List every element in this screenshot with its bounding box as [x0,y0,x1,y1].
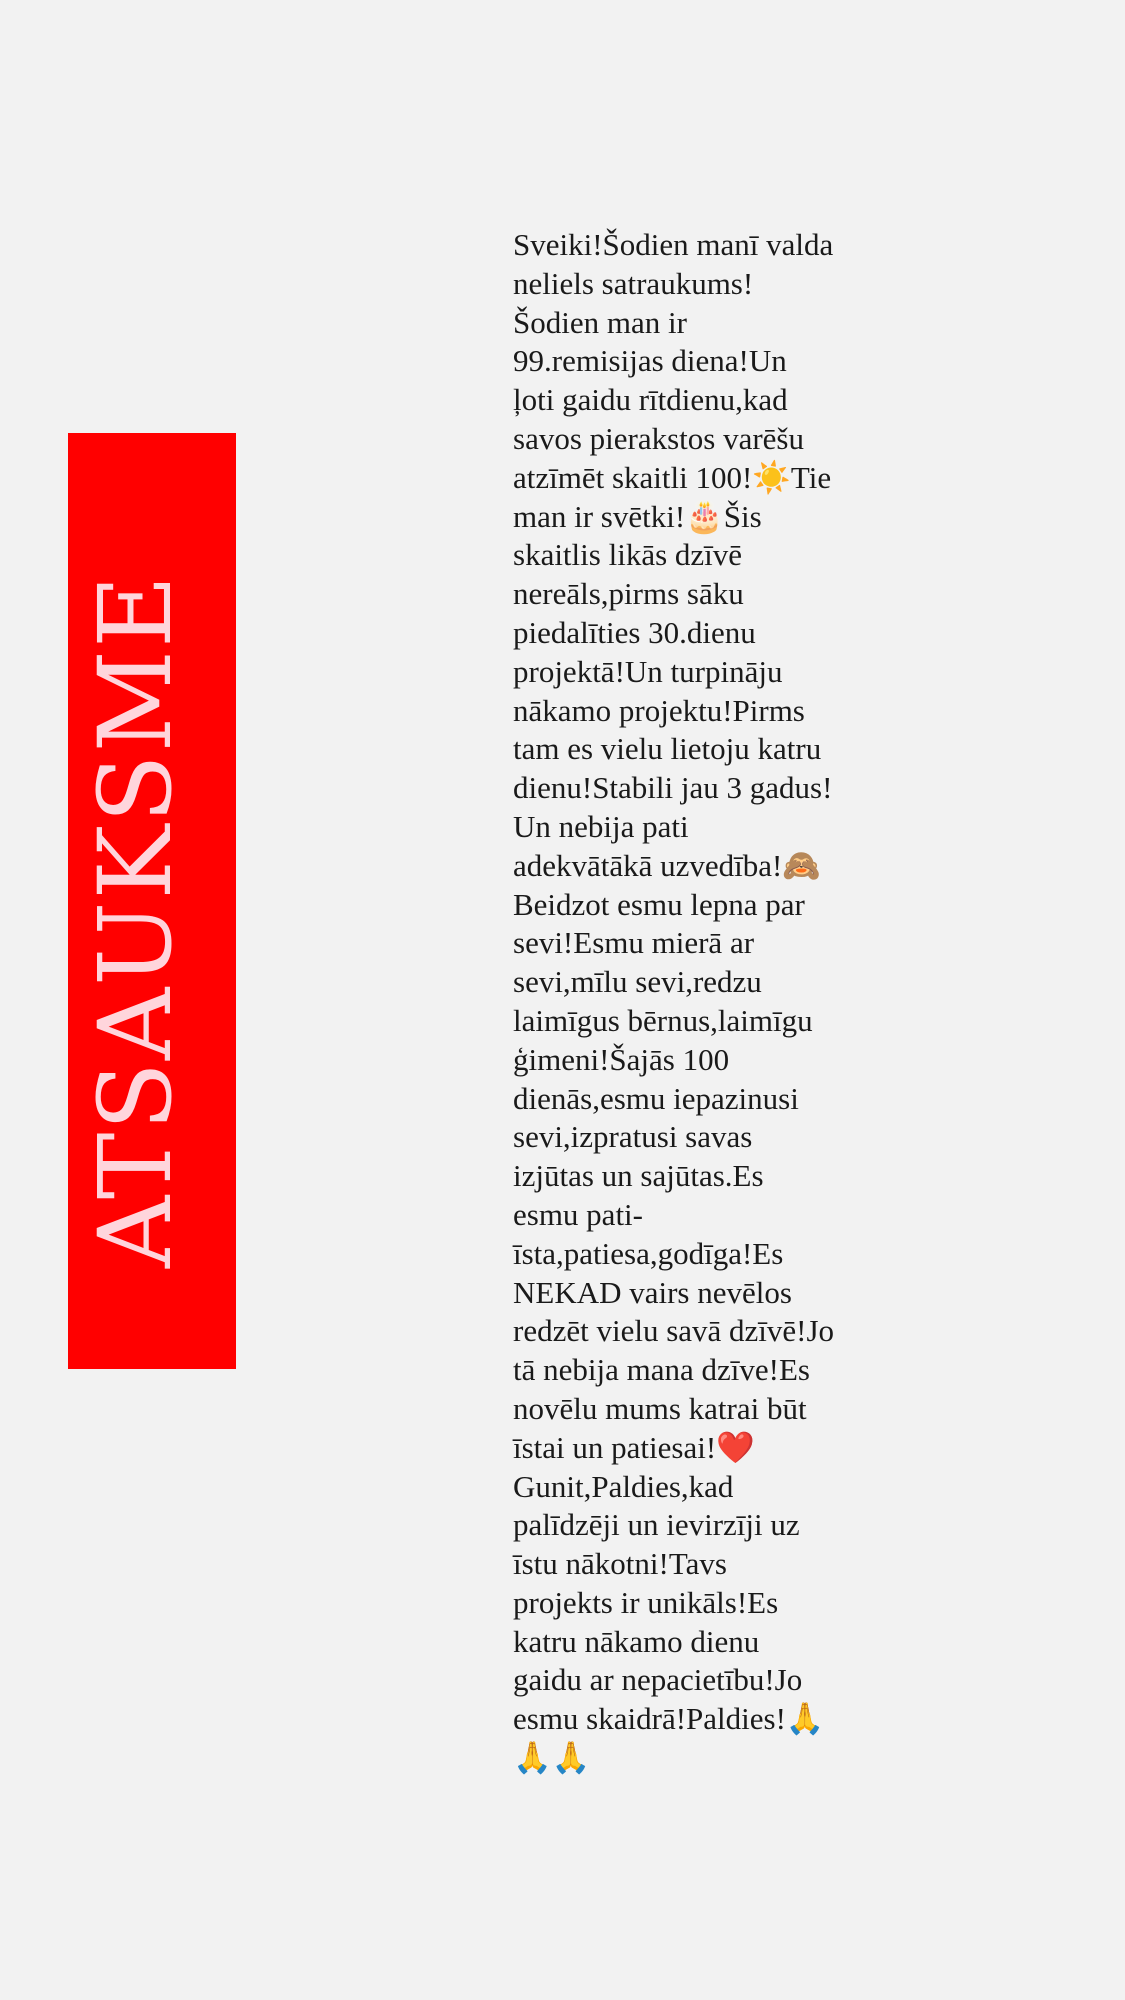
testimonial-line: Un nebija pati [513,808,689,844]
testimonial-line: Sveiki!Šodien manī valda [513,227,834,262]
testimonial-line: adekvātākā uzvedība!🙈 [513,847,821,883]
testimonial-line: katru nākamo dienu [513,1623,760,1659]
testimonial-line: sevi,izpratusi savas [513,1119,753,1155]
testimonial-line: ģimeni!Šajās 100 [513,1041,730,1077]
testimonial-line: NEKAD vairs nevēlos [513,1274,792,1310]
testimonial-line: redzēt vielu savā dzīvē!Jo [513,1313,835,1349]
testimonial-line: Beidzot esmu lepna par [513,886,805,922]
testimonial-line: atzīmēt skaitli 100!☀️Tie [513,459,832,495]
testimonial-line: laimīgus bērnus,laimīgu [513,1002,813,1038]
testimonial-line: īstai un patiesai!❤️ [513,1429,755,1465]
testimonial-line: man ir svētki!🎂Šis [513,498,762,534]
testimonial-line: palīdzēji un ievirzīji uz [513,1507,800,1543]
testimonial-line: ļoti gaidu rītdienu,kad [513,382,788,418]
testimonial-line: 🙏🙏 [513,1740,591,1776]
testimonial-line: 99.remisijas diena!Un [513,343,787,379]
testimonial-line: skaitlis likās dzīvē [513,537,743,573]
testimonial-line: Šodien man ir [513,304,687,340]
testimonial-line: tam es vielu lietoju katru [513,731,822,767]
testimonial-line: tā nebija mana dzīve!Es [513,1352,810,1388]
atsauksme-banner-label: ATSAUKSME [77,572,194,1268]
testimonial-line: esmu skaidrā!Paldies!🙏 [513,1701,825,1737]
testimonial-line: izjūtas un sajūtas.Es [513,1158,764,1194]
testimonial-line: piedalīties 30.dienu [513,614,756,650]
testimonial-line: novēlu mums katrai būt [513,1390,807,1426]
testimonial-line: sevi,mīlu sevi,redzu [513,964,762,1000]
testimonial-line: esmu pati- [513,1196,643,1232]
testimonial-line: sevi!Esmu mierā ar [513,925,755,961]
testimonial-line: gaidu ar nepacietību!Jo [513,1662,803,1698]
testimonial-line: nereāls,pirms sāku [513,576,744,612]
testimonial-line: dienu!Stabili jau 3 gadus! [513,770,833,806]
testimonial-line: īstu nākotni!Tavs [513,1546,727,1582]
testimonial-line: nākamo projektu!Pirms [513,692,805,728]
testimonial-text [513,226,873,1778]
testimonial-line: projektā!Un turpināju [513,653,783,689]
testimonial-line: neliels satraukums! [513,265,754,301]
testimonial-line: savos pierakstos varēšu [513,420,804,456]
testimonial-line: dienās,esmu iepazinusi [513,1080,799,1116]
testimonial-line: Gunit,Paldies,kad [513,1468,734,1504]
testimonial-line: projekts ir unikāls!Es [513,1584,779,1620]
testimonial-line: īsta,patiesa,godīga!Es [513,1235,784,1271]
